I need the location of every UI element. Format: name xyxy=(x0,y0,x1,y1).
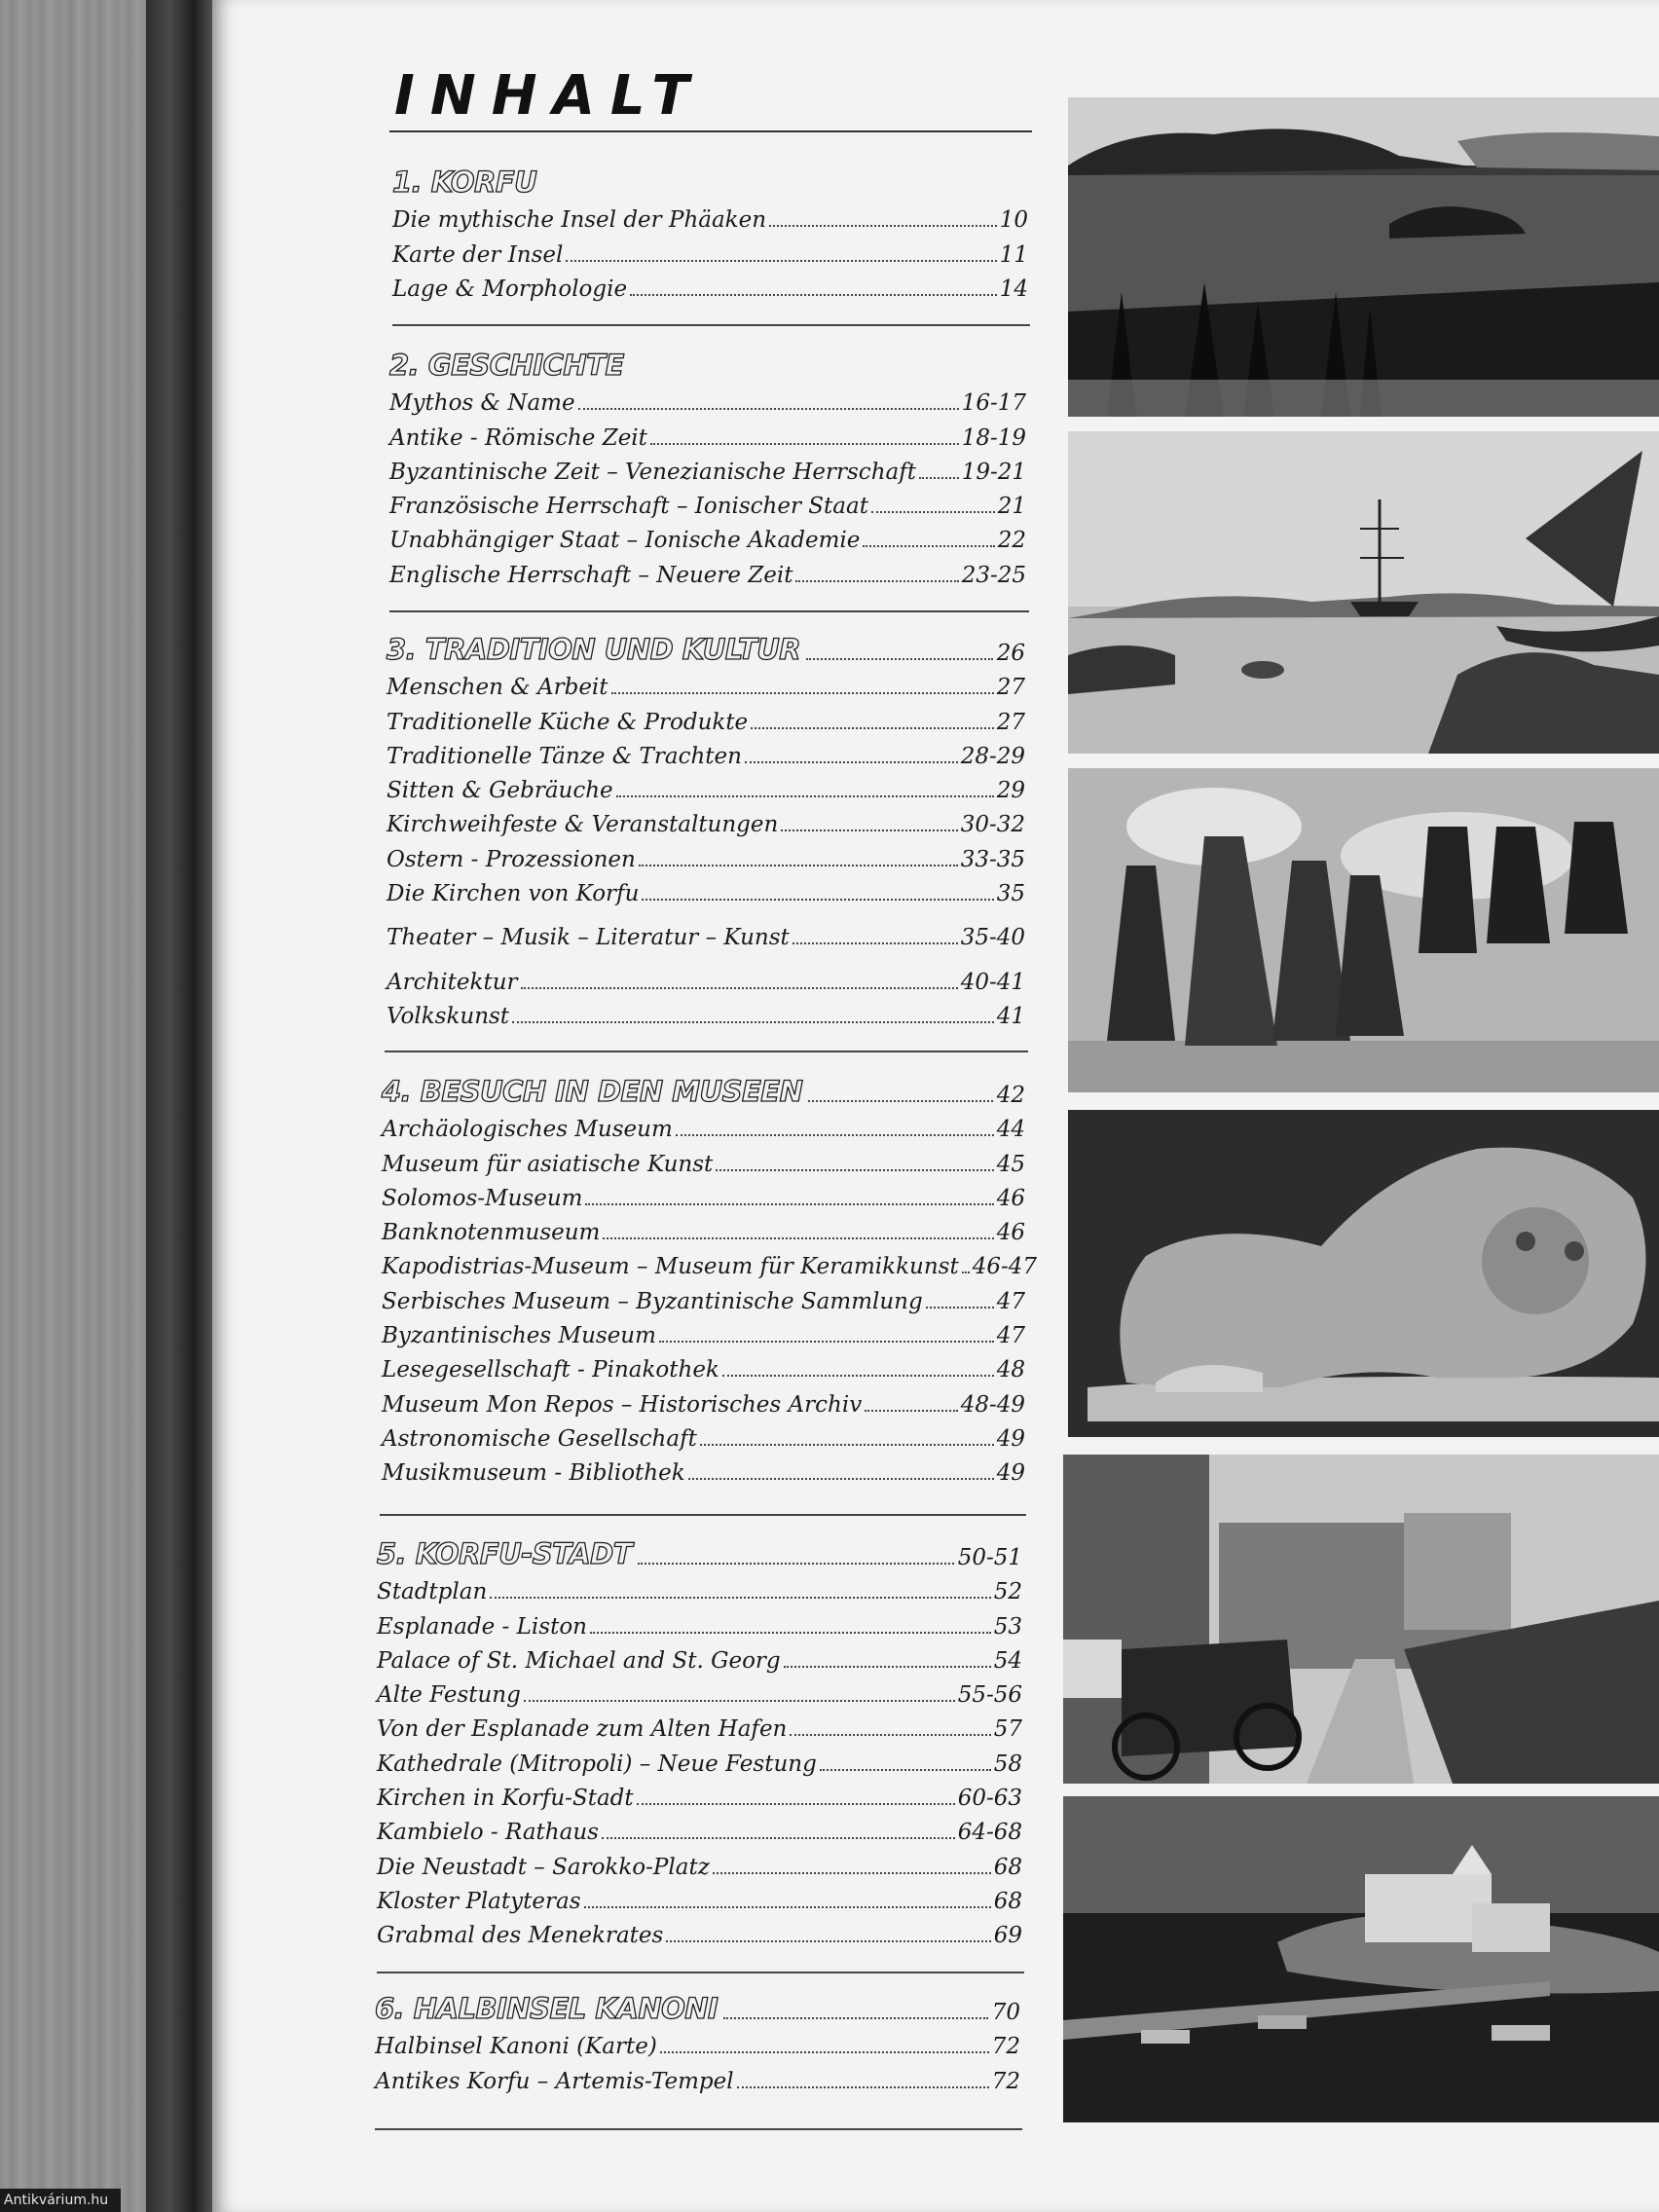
toc-entry-title: Architektur xyxy=(387,969,518,995)
toc-entry-page: 45 xyxy=(996,1151,1025,1177)
toc-entry[interactable] xyxy=(377,1708,1022,1742)
toc-section xyxy=(392,156,1028,302)
toc-entry[interactable] xyxy=(377,1777,1022,1811)
leader-dots xyxy=(639,865,958,866)
section-title-text: 2. GESCHICHTE xyxy=(389,349,624,382)
toc-entry-page: 35-40 xyxy=(960,925,1025,951)
toc-entry-page: 30-32 xyxy=(960,812,1025,838)
toc-entry-title: Traditionelle Küche & Produkte xyxy=(387,709,749,735)
toc-entry-title: Ostern - Prozessionen xyxy=(387,846,636,872)
photo-folk-dancers xyxy=(1068,768,1659,1092)
toc-entry-title: Archäologisches Museum xyxy=(382,1117,673,1143)
photo-stone-lion xyxy=(1068,1110,1659,1437)
section-divider xyxy=(392,324,1030,326)
toc-entry[interactable] xyxy=(377,1845,1022,1879)
toc-entry[interactable] xyxy=(382,1211,1025,1245)
leader-dots xyxy=(521,987,958,989)
leader-dots xyxy=(578,408,959,410)
leader-dots xyxy=(793,942,958,944)
leader-dots xyxy=(660,2051,989,2053)
section-divider xyxy=(389,610,1029,612)
section-divider xyxy=(377,1972,1024,1973)
toc-entry[interactable] xyxy=(389,485,1026,519)
toc-entry[interactable] xyxy=(375,2059,1020,2093)
toc-entry-page: 60-63 xyxy=(957,1786,1022,1812)
toc-entry-title: Kapodistrias-Museum – Museum für Keramikkunst xyxy=(382,1254,959,1280)
photo-harbour-engraving xyxy=(1068,431,1659,754)
toc-entry[interactable] xyxy=(382,1177,1025,1211)
toc-entry-page: 53 xyxy=(993,1613,1022,1640)
toc-section-title[interactable] xyxy=(377,1528,1022,1570)
toc-entry[interactable] xyxy=(389,519,1026,553)
toc-entry-page: 58 xyxy=(993,1751,1022,1777)
section-page-number: 70 xyxy=(991,2000,1020,2025)
toc-entry[interactable] xyxy=(387,735,1025,769)
toc-entry-title: Solomos-Museum xyxy=(382,1185,583,1211)
toc-entry[interactable] xyxy=(382,1452,1025,1486)
toc-entry-title: Astronomische Gesellschaft xyxy=(382,1425,697,1452)
toc-entry-title: Theater – Musik – Literatur – Kunst xyxy=(387,925,790,951)
toc-entry-page: 64-68 xyxy=(957,1820,1022,1846)
section-divider xyxy=(375,2128,1022,2130)
toc-entry-title: Alte Festung xyxy=(377,1682,521,1709)
toc-entry-page: 19-21 xyxy=(961,459,1026,485)
toc-entry[interactable] xyxy=(382,1314,1025,1348)
toc-entry-page: 16-17 xyxy=(961,390,1026,417)
toc-entry-page: 68 xyxy=(993,1888,1022,1914)
toc-entry-page: 48-49 xyxy=(960,1391,1025,1418)
toc-section xyxy=(375,1982,1020,2094)
leader-dots xyxy=(490,1597,990,1599)
toc-section xyxy=(382,1065,1038,1487)
toc-entry-title: Byzantinisches Museum xyxy=(382,1323,656,1349)
toc-entry-title: Volkskunst xyxy=(387,1003,510,1029)
toc-entry-page: 29 xyxy=(996,778,1025,804)
toc-entry-page: 28-29 xyxy=(960,743,1025,769)
toc-entry-page: 41 xyxy=(996,1003,1025,1029)
leader-dots xyxy=(713,1872,991,1874)
toc-entry-page: 46-47 xyxy=(972,1254,1038,1280)
toc-entry[interactable] xyxy=(387,995,1025,1029)
leader-dots xyxy=(590,1632,991,1634)
leader-dots xyxy=(871,511,995,513)
toc-entry-page: 33-35 xyxy=(960,846,1025,872)
toc-entry[interactable] xyxy=(387,872,1025,906)
leader-dots xyxy=(865,1410,958,1412)
leader-dots xyxy=(795,580,958,582)
leader-dots xyxy=(603,1237,993,1239)
leader-dots xyxy=(784,1666,991,1668)
toc-entry-page: 69 xyxy=(993,1923,1022,1949)
toc-section-title[interactable] xyxy=(375,1982,1020,2025)
toc-entry-page: 68 xyxy=(993,1854,1022,1880)
toc-section-title[interactable] xyxy=(389,339,1026,382)
toc-entry-title: Serbisches Museum – Byzantinische Sammlung xyxy=(382,1288,923,1314)
toc-section xyxy=(377,1528,1022,1948)
section-title-text: 4. BESUCH IN DEN MUSEEN xyxy=(382,1075,803,1108)
toc-entry-page: 18-19 xyxy=(961,424,1026,451)
watermark: Antikvárium.hu xyxy=(0,2189,121,2212)
section-page-number: 50-51 xyxy=(957,1545,1022,1570)
toc-entry-title: Palace of St. Michael and St. Georg xyxy=(377,1647,781,1674)
toc-entry-title: Esplanade - Liston xyxy=(377,1613,587,1640)
toc-entry-title: Von der Esplanade zum Alten Hafen xyxy=(377,1716,788,1743)
toc-entry-page: 10 xyxy=(999,207,1028,234)
toc-entry[interactable] xyxy=(375,2025,1020,2059)
leader-dots xyxy=(723,2017,987,2019)
toc-entry-title: Kirchweihfeste & Veranstaltungen xyxy=(387,812,779,838)
leader-dots xyxy=(585,1203,993,1205)
toc-entry-title: Lesegesellschaft - Pinakothek xyxy=(382,1357,719,1383)
toc-entry[interactable] xyxy=(377,1880,1022,1914)
toc-entry-page: 54 xyxy=(993,1647,1022,1674)
toc-entry-page: 46 xyxy=(996,1185,1025,1211)
toc-entry-page: 22 xyxy=(997,528,1026,554)
leader-dots xyxy=(700,1444,994,1446)
section-title-text: 3. TRADITION UND KULTUR xyxy=(387,633,801,666)
toc-entry-title: Stadtplan xyxy=(377,1579,488,1605)
toc-entry[interactable] xyxy=(382,1382,1025,1417)
toc-entry[interactable] xyxy=(382,1245,1038,1280)
photo-monastery-islet xyxy=(1063,1796,1659,2122)
toc-entry-page: 57 xyxy=(993,1716,1022,1743)
toc-entry[interactable] xyxy=(387,960,1025,994)
toc-entry[interactable] xyxy=(389,451,1026,485)
section-page-number: 42 xyxy=(996,1083,1025,1108)
leader-dots xyxy=(616,795,994,797)
toc-entry-page: 21 xyxy=(997,494,1026,520)
toc-entry-title: Die Kirchen von Korfu xyxy=(387,881,640,907)
toc-entry-page: 27 xyxy=(996,675,1025,701)
leader-dots xyxy=(716,1169,993,1171)
toc-entry-title: Traditionelle Tänze & Trachten xyxy=(387,743,742,769)
leader-dots xyxy=(737,2086,989,2088)
toc-entry-title: Menschen & Arbeit xyxy=(387,675,608,701)
section-title-text: 1. KORFU xyxy=(392,166,537,199)
toc-entry-title: Kloster Platyteras xyxy=(377,1888,581,1914)
toc-entry-title: Die Neustadt – Sarokko-Platz xyxy=(377,1854,710,1880)
photo-town-street xyxy=(1063,1455,1659,1784)
toc-entry[interactable] xyxy=(387,803,1025,837)
toc-entry-title: Kirchen in Korfu-Stadt xyxy=(377,1786,634,1812)
toc-entry-page: 72 xyxy=(991,2068,1020,2094)
toc-entry-page: 35 xyxy=(996,881,1025,907)
leader-dots xyxy=(602,1837,955,1839)
toc-entry-title: Mythos & Name xyxy=(389,390,575,417)
toc-entry[interactable] xyxy=(377,1914,1022,1948)
toc-entry-title: Sitten & Gebräuche xyxy=(387,778,613,804)
leader-dots xyxy=(642,899,993,901)
toc-entry-title: Byzantinische Zeit – Venezianische Herrschaft xyxy=(389,459,916,485)
leader-dots xyxy=(584,1906,991,1908)
leader-dots xyxy=(926,1307,994,1309)
toc-entry[interactable] xyxy=(377,1604,1022,1639)
leader-dots xyxy=(676,1134,994,1136)
toc-entry[interactable] xyxy=(387,837,1025,871)
toc-entry[interactable] xyxy=(382,1142,1025,1176)
toc-entry[interactable] xyxy=(382,1108,1025,1142)
toc-entry[interactable] xyxy=(377,1811,1022,1845)
leader-dots xyxy=(781,830,957,831)
toc-entry-title: Halbinsel Kanoni (Karte) xyxy=(375,2034,657,2060)
toc-section xyxy=(389,339,1026,588)
toc-entry-page: 47 xyxy=(996,1288,1025,1314)
toc-entry[interactable] xyxy=(387,700,1025,734)
toc-entry-title: Museum Mon Repos – Historisches Archiv xyxy=(382,1391,863,1418)
toc-entry-page: 27 xyxy=(996,709,1025,735)
toc-entry-page: 11 xyxy=(999,241,1028,268)
leader-dots xyxy=(790,1734,990,1736)
toc-entry-page: 48 xyxy=(996,1357,1025,1383)
leader-dots xyxy=(611,692,994,694)
title-rule xyxy=(389,130,1032,132)
toc-entry-page: 49 xyxy=(996,1460,1025,1487)
leader-dots xyxy=(751,727,994,729)
toc-entry-title: Englische Herrschaft – Neuere Zeit xyxy=(389,562,793,588)
toc-entry[interactable] xyxy=(389,382,1026,416)
toc-entry-page: 47 xyxy=(996,1323,1025,1349)
toc-entry-title: Karte der Insel xyxy=(392,241,564,268)
toc-entry-page: 40-41 xyxy=(960,969,1025,995)
leader-dots xyxy=(820,1769,991,1771)
toc-entry[interactable] xyxy=(387,916,1025,950)
toc-section xyxy=(387,623,1025,1029)
toc-entry-page: 44 xyxy=(996,1117,1025,1143)
toc-entry-title: Antikes Korfu – Artemis-Tempel xyxy=(375,2068,734,2094)
toc-entry-title: Unabhängiger Staat – Ionische Akademie xyxy=(389,528,861,554)
leader-dots xyxy=(566,260,996,262)
toc-entry-title: Kathedrale (Mitropoli) – Neue Festung xyxy=(377,1751,817,1777)
leader-dots xyxy=(806,658,993,660)
toc-entry-title: Banknotenmuseum xyxy=(382,1220,601,1246)
leader-dots xyxy=(638,1563,954,1565)
leader-dots xyxy=(919,477,959,479)
toc-entry-title: Die mythische Insel der Phäaken xyxy=(392,207,767,234)
leader-dots xyxy=(512,1021,994,1023)
toc-entry-page: 55-56 xyxy=(957,1682,1022,1709)
toc-entry[interactable] xyxy=(392,268,1028,302)
leader-dots xyxy=(637,1803,955,1805)
toc-entry[interactable] xyxy=(382,1418,1025,1452)
toc-entry-title: Grabmal des Menekrates xyxy=(377,1923,664,1949)
book-spine-edge xyxy=(146,0,214,2212)
leader-dots xyxy=(962,1272,970,1273)
section-page-number: 26 xyxy=(996,641,1025,666)
toc-entry[interactable] xyxy=(392,233,1028,267)
toc-entry-page: 46 xyxy=(996,1220,1025,1246)
section-title-text: 6. HALBINSEL KANONI xyxy=(375,1992,719,2025)
toc-entry-page: 72 xyxy=(991,2034,1020,2060)
leader-dots xyxy=(666,1940,990,1942)
toc-entry[interactable] xyxy=(377,1640,1022,1674)
leader-dots xyxy=(769,225,997,227)
toc-section-title[interactable] xyxy=(382,1065,1025,1108)
toc-entry[interactable] xyxy=(387,769,1025,803)
toc-entry-page: 52 xyxy=(993,1579,1022,1605)
toc-entry[interactable] xyxy=(392,199,1028,233)
section-divider xyxy=(385,1051,1028,1052)
toc-entry-title: Museum für asiatische Kunst xyxy=(382,1151,714,1177)
toc-section-title[interactable] xyxy=(387,623,1025,666)
leader-dots xyxy=(808,1100,992,1102)
toc-entry-title: Französische Herrschaft – Ionischer Staat xyxy=(389,494,868,520)
leader-dots xyxy=(745,761,958,763)
toc-entry-page: 49 xyxy=(996,1425,1025,1452)
leader-dots xyxy=(630,294,997,296)
toc-section-title[interactable] xyxy=(392,156,1028,199)
toc-entry[interactable] xyxy=(377,1742,1022,1776)
toc-entry[interactable] xyxy=(382,1348,1025,1382)
leader-dots xyxy=(863,545,994,547)
toc-entry-page: 23-25 xyxy=(961,562,1026,588)
toc-entry[interactable] xyxy=(387,666,1025,700)
toc-entry-title: Antike - Römische Zeit xyxy=(389,424,647,451)
toc-entry-title: Lage & Morphologie xyxy=(392,276,628,302)
photo-island-landscape xyxy=(1068,97,1659,417)
page-title: INHALT xyxy=(394,64,705,128)
leader-dots xyxy=(722,1375,994,1377)
toc-entry[interactable] xyxy=(389,553,1026,587)
toc-entry-page: 14 xyxy=(999,276,1028,302)
section-divider xyxy=(380,1514,1026,1516)
leader-dots xyxy=(524,1700,955,1702)
toc-entry-title: Musikmuseum - Bibliothek xyxy=(382,1460,685,1487)
toc-entry[interactable] xyxy=(377,1570,1022,1604)
section-title-text: 5. KORFU-STADT xyxy=(377,1537,633,1570)
leader-dots xyxy=(650,443,959,445)
leader-dots xyxy=(659,1341,994,1343)
toc-entry[interactable] xyxy=(377,1674,1022,1708)
toc-entry[interactable] xyxy=(389,416,1026,450)
toc-entry[interactable] xyxy=(382,1279,1025,1313)
leader-dots xyxy=(688,1478,994,1480)
toc-entry-title: Kambielo - Rathaus xyxy=(377,1820,599,1846)
